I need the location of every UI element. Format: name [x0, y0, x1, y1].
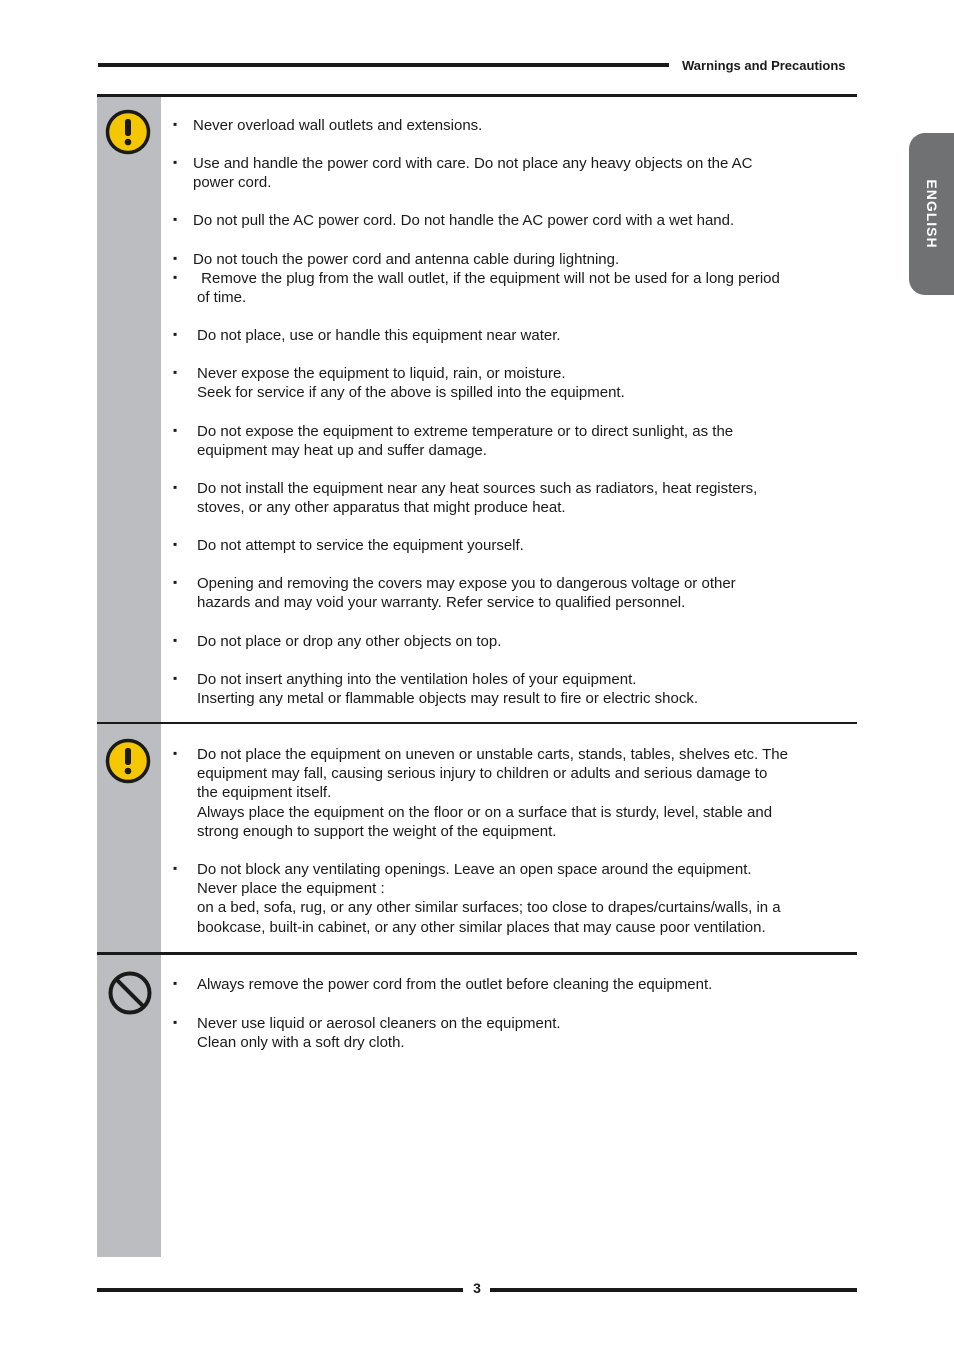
- item-text-line: Do not install the equipment near any heat sources such as radiators, heat registers,: [197, 480, 758, 497]
- item-text-line: Do not expose the equipment to extreme temperature or to direct sunlight, as the: [197, 423, 734, 440]
- language-tab-label: ENGLISH: [923, 179, 940, 249]
- bullet-marker: ▪: [173, 365, 178, 379]
- page-header-title: Warnings and Precautions: [682, 58, 846, 73]
- bullet-marker: ▪: [173, 480, 178, 494]
- item-text-line: Never use liquid or aerosol cleaners on the equipment.: [197, 1015, 561, 1032]
- item-text-line: Inserting any metal or flammable objects may result to fire or electric shock.: [197, 690, 699, 708]
- bullet-marker: ▪: [173, 212, 178, 226]
- item-text-line: Never expose the equipment to liquid, rain, or moisture.: [197, 365, 566, 382]
- bullet-marker: ▪: [173, 861, 178, 875]
- bullet-marker: ▪: [173, 746, 178, 760]
- item-text-line: stoves, or any other apparatus that might produce heat.: [197, 499, 566, 517]
- page-number: 3: [473, 1280, 481, 1296]
- language-tab: [909, 133, 954, 295]
- item-text-line: on a bed, sofa, rug, or any other similar surfaces; too close to drapes/curtains/walls, in a: [197, 899, 781, 917]
- item-text-line: of time.: [197, 289, 247, 307]
- footer-rule-right: [490, 1288, 857, 1292]
- bullet-marker: ▪: [173, 327, 178, 341]
- item-text-line: Do not touch the power cord and antenna cable during lightning.: [193, 251, 620, 268]
- prohibited-section-cleaning: [97, 952, 857, 1257]
- bullet-marker: ▪: [173, 270, 178, 284]
- item-text-line: Use and handle the power cord with care. Do not place any heavy objects on the AC: [193, 155, 753, 172]
- item-text-line: strong enough to support the weight of the equipment.: [197, 822, 557, 840]
- item-text-line: Do not pull the AC power cord. Do not handle the AC power cord with a wet hand.: [193, 212, 735, 229]
- item-text-line: Do not insert anything into the ventilation holes of your equipment.: [197, 671, 637, 688]
- item-text-line: power cord.: [193, 174, 272, 192]
- item-text-line: Always remove the power cord from the outlet before cleaning the equipment.: [197, 976, 713, 993]
- footer-rule-left: [97, 1288, 463, 1292]
- item-text-line: Do not place or drop any other objects on top.: [197, 633, 502, 650]
- item-text-line: Clean only with a soft dry cloth.: [197, 1034, 405, 1052]
- item-text-line: Seek for service if any of the above is spilled into the equipment.: [197, 384, 625, 402]
- bullet-marker: ▪: [173, 537, 178, 551]
- bullet-marker: ▪: [173, 1015, 178, 1029]
- item-text-line: Do not block any ventilating openings. Leave an open space around the equipment.: [197, 861, 752, 878]
- warning-exclamation-icon: [105, 109, 151, 155]
- warning-exclamation-icon: [105, 738, 151, 784]
- item-text-line: equipment may fall, causing serious injury to children or adults and serious damage to: [197, 765, 768, 783]
- warning-section-electrical: [97, 94, 857, 724]
- item-text-line: bookcase, built-in cabinet, or any other similar places that may cause poor ventilation.: [197, 918, 766, 936]
- bullet-marker: ▪: [173, 575, 178, 589]
- item-text-line: Do not attempt to service the equipment yourself.: [197, 537, 524, 554]
- prohibited-icon: [107, 970, 153, 1016]
- item-text-line: hazards and may void your warranty. Refer service to qualified personnel.: [197, 594, 686, 612]
- warning-section-placement: [97, 722, 857, 954]
- bullet-marker: ▪: [173, 633, 178, 647]
- item-text-line: equipment may heat up and suffer damage.: [197, 442, 487, 460]
- bullet-marker: ▪: [173, 251, 178, 265]
- bullet-marker: ▪: [173, 671, 178, 685]
- item-text-line: Never place the equipment :: [197, 880, 385, 898]
- item-text-line: the equipment itself.: [197, 784, 332, 802]
- item-text-line: Do not place the equipment on uneven or unstable carts, stands, tables, shelves etc. The: [197, 746, 788, 763]
- item-text-line: Always place the equipment on the floor or on a surface that is sturdy, level, stable and: [197, 803, 773, 821]
- item-text-line: Remove the plug from the wall outlet, if the equipment will not be used for a long period: [197, 270, 780, 287]
- bullet-marker: ▪: [173, 976, 178, 990]
- bullet-marker: ▪: [173, 423, 178, 437]
- header-rule: [98, 63, 669, 67]
- icon-gutter: [97, 97, 161, 724]
- bullet-marker: ▪: [173, 117, 178, 131]
- bullet-marker: ▪: [173, 155, 178, 169]
- item-text-line: Opening and removing the covers may expose you to dangerous voltage or other: [197, 575, 736, 592]
- item-text-line: Never overload wall outlets and extensions.: [193, 117, 483, 134]
- item-text-line: Do not place, use or handle this equipment near water.: [197, 327, 561, 344]
